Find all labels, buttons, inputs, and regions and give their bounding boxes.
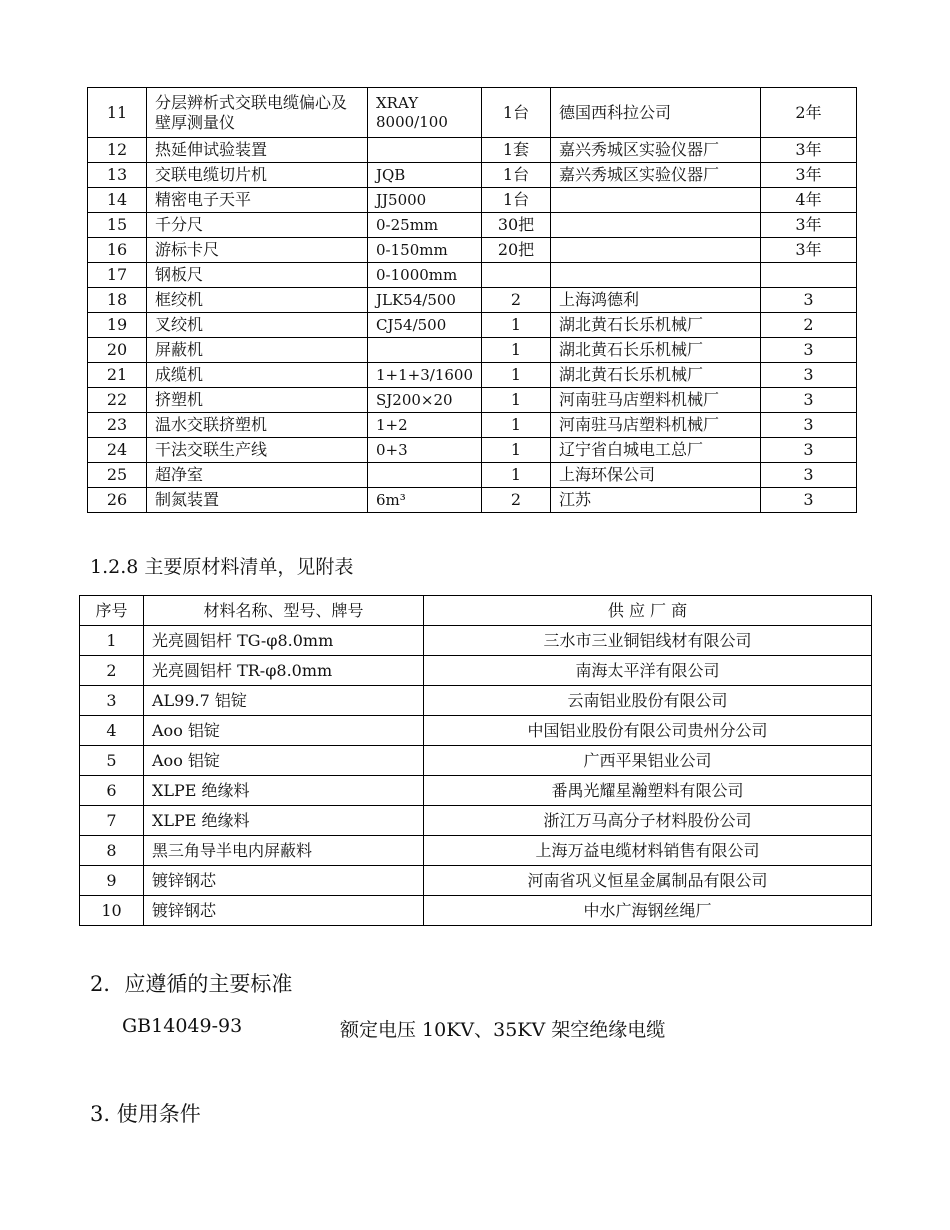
equipment-life: 3年 xyxy=(761,163,857,188)
materials-table-body xyxy=(80,596,872,926)
material-name: 光亮圆铝杆 TR-φ8.0mm xyxy=(144,656,424,686)
equipment-table xyxy=(87,87,857,513)
material-row xyxy=(80,866,872,896)
equipment-name: 温水交联挤塑机 xyxy=(147,413,368,438)
equipment-supplier: 德国西科拉公司 xyxy=(551,88,761,138)
material-no: 7 xyxy=(80,806,144,836)
equipment-no: 14 xyxy=(88,188,147,213)
material-name: 黑三角导半电内屏蔽料 xyxy=(144,836,424,866)
equipment-row xyxy=(88,413,857,438)
equipment-name: 成缆机 xyxy=(147,363,368,388)
equipment-no: 23 xyxy=(88,413,147,438)
material-name: Aoo 铝锭 xyxy=(144,746,424,776)
equipment-qty: 2 xyxy=(482,488,551,513)
equipment-name: 挤塑机 xyxy=(147,388,368,413)
equipment-life: 3年 xyxy=(761,138,857,163)
equipment-qty: 1 xyxy=(482,313,551,338)
material-name: Aoo 铝锭 xyxy=(144,716,424,746)
material-no: 8 xyxy=(80,836,144,866)
equipment-row xyxy=(88,338,857,363)
equipment-name: 超净室 xyxy=(147,463,368,488)
equipment-qty: 1 xyxy=(482,363,551,388)
equipment-row xyxy=(88,138,857,163)
equipment-name: 框绞机 xyxy=(147,288,368,313)
equipment-model: JQB xyxy=(368,163,482,188)
equipment-life: 3年 xyxy=(761,213,857,238)
material-supplier: 广西平果铝业公司 xyxy=(424,746,872,776)
material-supplier: 云南铝业股份有限公司 xyxy=(424,686,872,716)
equipment-supplier: 湖北黄石长乐机械厂 xyxy=(551,363,761,388)
equipment-life: 3 xyxy=(761,413,857,438)
material-supplier: 中国铝业股份有限公司贵州分公司 xyxy=(424,716,872,746)
equipment-qty: 1 xyxy=(482,338,551,363)
equipment-model xyxy=(368,463,482,488)
material-name: 光亮圆铝杆 TG-φ8.0mm xyxy=(144,626,424,656)
equipment-supplier xyxy=(551,188,761,213)
equipment-life: 3 xyxy=(761,388,857,413)
section-heading-2: 2．应遵循的主要标准 xyxy=(90,972,293,996)
equipment-model xyxy=(368,338,482,363)
equipment-row xyxy=(88,163,857,188)
equipment-supplier: 嘉兴秀城区实验仪器厂 xyxy=(551,138,761,163)
header-supplier: 供 应 厂 商 xyxy=(424,596,872,626)
material-name: 镀锌钢芯 xyxy=(144,896,424,926)
material-supplier: 浙江万马高分子材料股份公司 xyxy=(424,806,872,836)
equipment-no: 21 xyxy=(88,363,147,388)
equipment-life: 3年 xyxy=(761,238,857,263)
material-supplier: 中水广海钢丝绳厂 xyxy=(424,896,872,926)
equipment-no: 17 xyxy=(88,263,147,288)
equipment-name: 千分尺 xyxy=(147,213,368,238)
equipment-model: 0-1000mm xyxy=(368,263,482,288)
equipment-no: 19 xyxy=(88,313,147,338)
equipment-row xyxy=(88,238,857,263)
equipment-supplier: 江苏 xyxy=(551,488,761,513)
equipment-qty: 1 xyxy=(482,388,551,413)
section-heading-3: 3. 使用条件 xyxy=(90,1102,201,1126)
equipment-life: 3 xyxy=(761,488,857,513)
equipment-supplier: 湖北黄石长乐机械厂 xyxy=(551,338,761,363)
equipment-model: CJ54/500 xyxy=(368,313,482,338)
material-no: 9 xyxy=(80,866,144,896)
equipment-name: 交联电缆切片机 xyxy=(147,163,368,188)
equipment-model: 1+2 xyxy=(368,413,482,438)
equipment-no: 20 xyxy=(88,338,147,363)
equipment-qty: 1台 xyxy=(482,163,551,188)
equipment-life: 3 xyxy=(761,338,857,363)
equipment-row xyxy=(88,288,857,313)
material-supplier: 番禺光耀星瀚塑料有限公司 xyxy=(424,776,872,806)
equipment-life: 3 xyxy=(761,463,857,488)
material-no: 5 xyxy=(80,746,144,776)
material-no: 1 xyxy=(80,626,144,656)
material-row xyxy=(80,896,872,926)
equipment-supplier: 上海鸿德利 xyxy=(551,288,761,313)
material-row xyxy=(80,746,872,776)
equipment-qty: 1台 xyxy=(482,188,551,213)
equipment-name: 屏蔽机 xyxy=(147,338,368,363)
material-no: 4 xyxy=(80,716,144,746)
equipment-supplier xyxy=(551,213,761,238)
material-row xyxy=(80,626,872,656)
equipment-life: 2年 xyxy=(761,88,857,138)
equipment-no: 25 xyxy=(88,463,147,488)
equipment-supplier: 湖北黄石长乐机械厂 xyxy=(551,313,761,338)
equipment-no: 15 xyxy=(88,213,147,238)
equipment-no: 12 xyxy=(88,138,147,163)
equipment-name: 制氮装置 xyxy=(147,488,368,513)
equipment-name: 钢板尺 xyxy=(147,263,368,288)
section-heading-1-2-8: 1.2.8 主要原材料清单，见附表 xyxy=(90,556,354,578)
standard-title: 额定电压 10KV、35KV 架空绝缘电缆 xyxy=(340,1019,666,1041)
equipment-model: 6m³ xyxy=(368,488,482,513)
equipment-name: 叉绞机 xyxy=(147,313,368,338)
equipment-supplier: 上海环保公司 xyxy=(551,463,761,488)
material-supplier: 河南省巩义恒星金属制品有限公司 xyxy=(424,866,872,896)
equipment-life: 2 xyxy=(761,313,857,338)
equipment-qty: 1 xyxy=(482,413,551,438)
equipment-life xyxy=(761,263,857,288)
equipment-row xyxy=(88,463,857,488)
material-row xyxy=(80,806,872,836)
material-no: 3 xyxy=(80,686,144,716)
equipment-name: 精密电子天平 xyxy=(147,188,368,213)
equipment-row xyxy=(88,88,857,138)
equipment-qty: 1台 xyxy=(482,88,551,138)
equipment-supplier: 嘉兴秀城区实验仪器厂 xyxy=(551,163,761,188)
header-material-name: 材料名称、型号、牌号 xyxy=(144,596,424,626)
material-row xyxy=(80,836,872,866)
material-row xyxy=(80,656,872,686)
equipment-model: 0-25mm xyxy=(368,213,482,238)
equipment-name: 游标卡尺 xyxy=(147,238,368,263)
material-row xyxy=(80,716,872,746)
equipment-no: 18 xyxy=(88,288,147,313)
equipment-qty: 30把 xyxy=(482,213,551,238)
equipment-model: XRAY 8000/100 xyxy=(368,88,482,138)
equipment-row xyxy=(88,313,857,338)
equipment-model: 1+1+3/1600 xyxy=(368,363,482,388)
material-no: 6 xyxy=(80,776,144,806)
equipment-row xyxy=(88,363,857,388)
equipment-row xyxy=(88,263,857,288)
equipment-model xyxy=(368,138,482,163)
equipment-no: 22 xyxy=(88,388,147,413)
material-no: 2 xyxy=(80,656,144,686)
equipment-qty: 1 xyxy=(482,438,551,463)
material-supplier: 上海万益电缆材料销售有限公司 xyxy=(424,836,872,866)
equipment-life: 3 xyxy=(761,288,857,313)
equipment-supplier: 辽宁省白城电工总厂 xyxy=(551,438,761,463)
equipment-table-body xyxy=(88,88,857,513)
equipment-row xyxy=(88,213,857,238)
material-name: 镀锌钢芯 xyxy=(144,866,424,896)
equipment-no: 11 xyxy=(88,88,147,138)
equipment-name: 分层辨析式交联电缆偏心及壁厚测量仪 xyxy=(147,88,368,138)
equipment-model: JLK54/500 xyxy=(368,288,482,313)
equipment-supplier: 河南驻马店塑料机械厂 xyxy=(551,413,761,438)
equipment-row xyxy=(88,438,857,463)
material-name: XLPE 绝缘料 xyxy=(144,806,424,836)
equipment-qty: 20把 xyxy=(482,238,551,263)
equipment-row xyxy=(88,188,857,213)
equipment-model: SJ200×20 xyxy=(368,388,482,413)
material-supplier: 三水市三业铜铝线材有限公司 xyxy=(424,626,872,656)
materials-table xyxy=(79,595,872,926)
equipment-no: 13 xyxy=(88,163,147,188)
header-no: 序号 xyxy=(80,596,144,626)
material-name: XLPE 绝缘料 xyxy=(144,776,424,806)
equipment-name: 干法交联生产线 xyxy=(147,438,368,463)
equipment-model: 0+3 xyxy=(368,438,482,463)
material-name: AL99.7 铝锭 xyxy=(144,686,424,716)
equipment-life: 3 xyxy=(761,438,857,463)
equipment-name: 热延伸试验装置 xyxy=(147,138,368,163)
equipment-supplier xyxy=(551,263,761,288)
material-row xyxy=(80,686,872,716)
equipment-no: 24 xyxy=(88,438,147,463)
material-no: 10 xyxy=(80,896,144,926)
material-supplier: 南海太平洋有限公司 xyxy=(424,656,872,686)
equipment-supplier xyxy=(551,238,761,263)
equipment-row xyxy=(88,488,857,513)
equipment-no: 16 xyxy=(88,238,147,263)
material-row xyxy=(80,776,872,806)
equipment-no: 26 xyxy=(88,488,147,513)
materials-header-row xyxy=(80,596,872,626)
equipment-qty xyxy=(482,263,551,288)
equipment-row xyxy=(88,388,857,413)
equipment-qty: 1 xyxy=(482,463,551,488)
equipment-qty: 1套 xyxy=(482,138,551,163)
equipment-model: 0-150mm xyxy=(368,238,482,263)
equipment-life: 3 xyxy=(761,363,857,388)
standard-code: GB14049-93 xyxy=(122,1015,243,1037)
equipment-qty: 2 xyxy=(482,288,551,313)
equipment-model: JJ5000 xyxy=(368,188,482,213)
equipment-supplier: 河南驻马店塑料机械厂 xyxy=(551,388,761,413)
equipment-life: 4年 xyxy=(761,188,857,213)
